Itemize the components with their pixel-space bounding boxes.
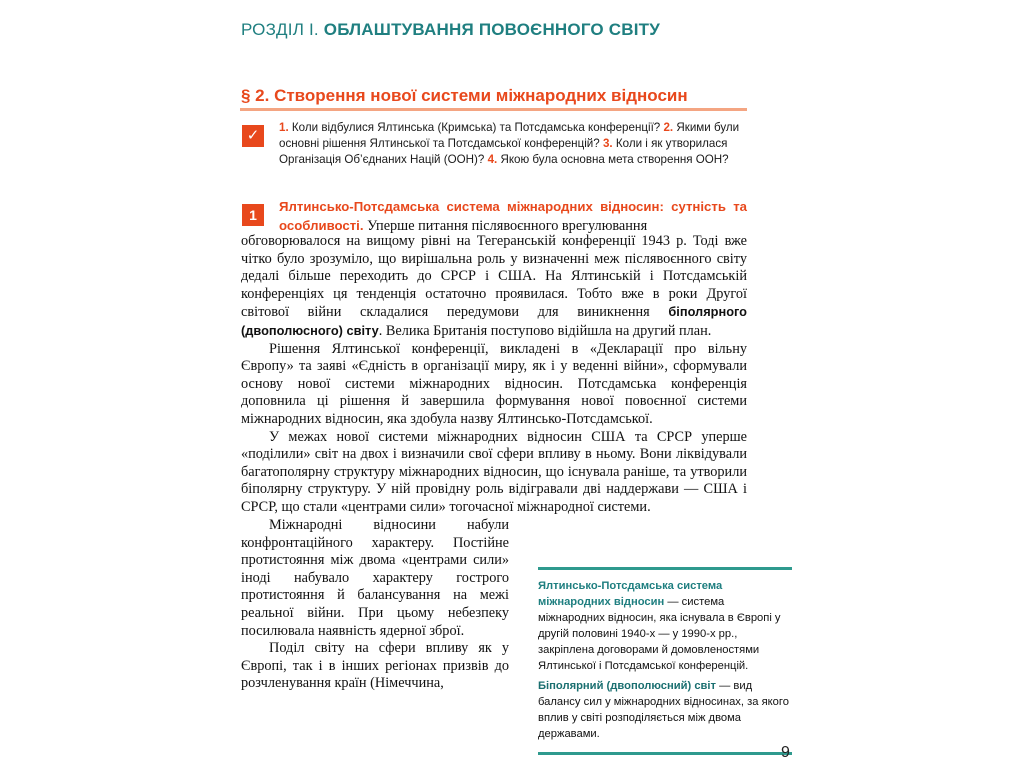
paragraph-confrontation: Міжнародні відносини набули конфронтаційного характеру. Постійне протистояння між двома «центрами сили» іноді набувало характеру гострого протистояння й балансування на межі реальної війни. При цьому небезпеку посилювала наявність ядерної зброї. — [241, 517, 509, 639]
question-number: 3. — [602, 137, 613, 150]
definition-text: — система міжнародних відносин, яка існувала в Європі у другій половині 1940-х — у 1990-х рр., закріплена договорами й домовленостями Ялтинської і Потсдамської конференцій. — [538, 596, 781, 672]
definition-item — [538, 578, 792, 674]
paragraph-yalta-decisions: Рішення Ялтинської конференції, викладені в «Декларації про вільну Європу» та заяві «Єдність в організації миру, як і у веденні війни», сформували основу нової системи міжнародних відносин. Потсдамська конференція доповнила ці рішення й завершила формування нової повоєнної системи міжнародних відносин, яка здобула назву Ялтинсько-Потсдамської. — [241, 340, 747, 427]
question-text: Коли відбулися Ялтинська (Кримська) та Потсдамська конференції? — [291, 121, 661, 134]
chapter-header — [241, 20, 660, 40]
paragraph-text: . Велика Британія поступово відійшла на другий план. — [378, 322, 712, 339]
key-term: біполярного (двополюсного) світу — [241, 304, 747, 338]
paragraph-text: обговорювалося на вищому рівні на Тегеранській конференції 1943 р. Тоді вже чітко було зрозуміло, що вирішальна роль у визначенні меж післявоєнного світу дедалі більше переходить до СРСР і США. На Ялтинській і Потсдамській конференціях ця тенденція остаточно проявилася. Тобто вже в роки Другої світової війни складалися передумови для виникнення — [241, 233, 747, 321]
question-number: 2. — [663, 121, 674, 134]
definitions-box — [538, 567, 792, 755]
question-text: Коли і як утворилася Організація Об’єднаних Націй (ООН)? — [279, 137, 728, 166]
main-text — [241, 233, 747, 517]
paragraph-intro — [279, 198, 747, 235]
question-text: Якою була основна мета створення ООН? — [500, 153, 729, 166]
chapter-prefix: РОЗДІЛ І. — [241, 20, 319, 39]
paragraph-bipolar-structure: У межах нової системи міжнародних відносин США та СРСР уперше «поділили» світ на двох і визначили свої сфери впливу в ньому. Вони ліквідували багатополярну структуру міжнародних відносин, що існувала раніше, та утворили біполярну структуру. У ній провідну роль відігравали дві наддержави — США і СРСР, що стали «центрами сили» тогочасної міжнародної системи. — [241, 428, 747, 515]
paragraph-text: Уперше питання післявоєнного врегулювання — [367, 217, 648, 234]
question-text: Якими були основні рішення Ялтинської та Потсдамської конференцій? — [279, 121, 740, 150]
review-questions — [279, 120, 747, 168]
section-title: § 2. Створення нової системи міжнародних відносин — [241, 86, 688, 105]
question-number: 1. — [279, 121, 289, 134]
definition-item — [538, 678, 792, 742]
question-number: 4. — [487, 153, 498, 166]
narrow-column-text — [241, 517, 509, 693]
definition-term: Ялтинсько-Потсдамська система міжнародних відносин — [538, 580, 723, 608]
definition-term: Біполярний (двополюсний) світ — [538, 680, 717, 692]
check-icon: ✓ — [242, 125, 264, 147]
paragraph-division: Поділ світу на сфери впливу як у Європі, так і в інших регіонах призвів до розчленування країн (Німеччина, — [241, 640, 509, 692]
chapter-title: ОБЛАШТУВАННЯ ПОВОЄННОГО СВІТУ — [323, 20, 661, 39]
paragraph-text — [241, 233, 747, 341]
page-number: 9 — [781, 744, 790, 761]
section-divider — [240, 108, 747, 111]
definition-text: — вид балансу сил у міжнародних відносинах, за якого вплив у світі розподіляється між двома державами. — [538, 680, 789, 740]
subsection-number-badge: 1 — [242, 204, 264, 226]
subsection-title: Ялтинсько-Потсдамська система міжнародних відносин: сутність та особливості. — [279, 199, 747, 233]
